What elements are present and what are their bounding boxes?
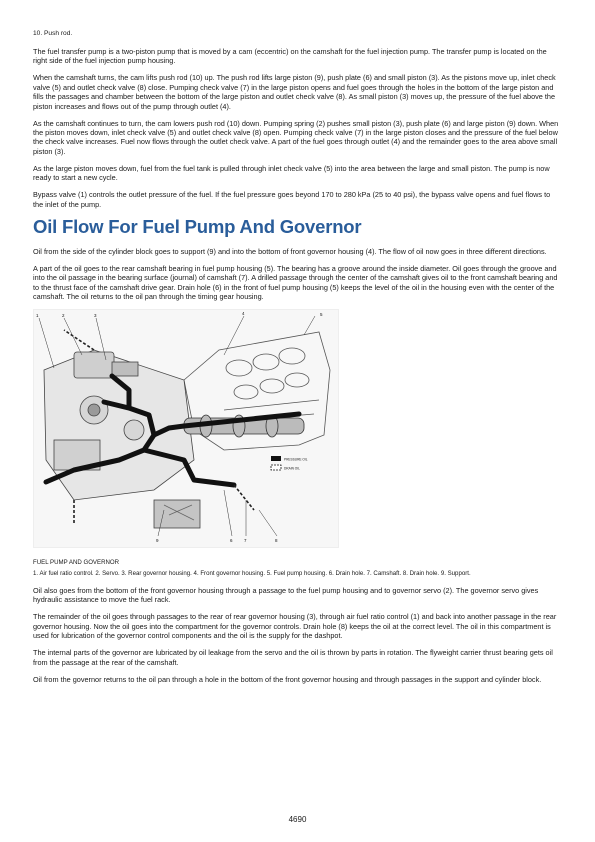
diagram-illustration	[34, 310, 338, 547]
legend-swatch-pressure	[271, 456, 281, 461]
legend-label: DRAIN OIL	[284, 466, 300, 471]
section-heading: Oil Flow For Fuel Pump And Governor	[33, 215, 362, 237]
paragraph: Oil from the governor returns to the oil pan through a hole in the bottom of the front governor housing and through passages in the support and cylinder block.	[33, 674, 542, 684]
callout-label: 5	[320, 312, 323, 318]
paragraph: The fuel transfer pump is a two-piston pump that is moved by a cam (eccentric) on the camshaft for the fuel injection pump. The transfer pump is located on the right side of the fuel injection pump housing.	[33, 46, 547, 66]
callout-label: 6	[230, 538, 233, 544]
legend-label: PRESSURE OIL	[284, 457, 308, 462]
fuel-pump-governor-diagram	[33, 309, 339, 548]
paragraph: Bypass valve (1) controls the outlet pressure of the fuel. If the fuel pressure goes beyond 170 to 280 kPa (25 to 40 psi), the bypass valve opens and fuel flows to the inlet of the pump.	[33, 190, 551, 209]
callout-label: 4	[242, 311, 245, 317]
paragraph: Oil also goes from the bottom of the front governor housing through a passage to the fuel pump housing and to governor servo (2). The governor servo gives hydraulic assistance to move the fuel rack.	[33, 585, 539, 605]
figure-caption-title: FUEL PUMP AND GOVERNOR	[33, 559, 120, 567]
callout-label: 8	[275, 538, 278, 544]
paragraph: When the camshaft turns, the cam lifts push rod (10) up. The push rod lifts large piston (9), push plate (6) and small piston (3). As the pistons move up, inlet check valve (5) and outlet check valve (8) close. Pumping check valve (7) in the large piston opens and fuel goes through the holes in the bottom of the large piston and fills the passages and chamber between the bottom of the large piston and outlet check valve (8). As small piston (3) moves up, the pressure of the fuel above the piston increases and flows out of the pump through outlet (4).	[33, 73, 556, 111]
paragraph: The internal parts of the governor are lubricated by oil leakage from the servo and the oil is thrown by parts in rotation. The flyweight carrier thrust bearing gets oil from the passage at the rear of the camshaft.	[33, 648, 553, 667]
callout-label: 2	[62, 313, 65, 319]
callout-label: 1	[36, 313, 39, 319]
previous-figure-caption: 10. Push rod.	[33, 30, 73, 37]
paragraph: As the camshaft continues to turn, the cam lowers push rod (10) down. Pumping spring (2) pushes small piston (3), push plate (6) and large piston (9) down. When the piston moves down, inlet check valve (5) and outlet check valve (8) open. Pumping check valve (7) in the large piston closes and the pressure of the fuel below the check valve increases. Fuel now flows through the outlet check valve. A part of the fuel goes through outlet (4) and the remainder goes to the area above small piston (3).	[33, 118, 559, 156]
paragraph: The remainder of the oil goes through passages to the rear of rear governor housing (3), through air fuel ratio control (1) and back into another passage in the rear governor housing. Now the oil goes into the compartment for the governor controls. Drain hole (8) keeps the oil at the correct level. The oil in this compartment is used for lubrication of the governor control components and the oil is the supply for the dashpot.	[33, 612, 557, 641]
callout-label: 3	[94, 313, 97, 319]
callout-label: 7	[244, 538, 247, 544]
document-page	[33, 30, 561, 692]
paragraph: As the large piston moves down, fuel from the fuel tank is pulled through inlet check valve (5) into the area between the large and small piston. The pump is now ready to start a new cycle.	[33, 163, 550, 183]
figure-caption-text: 1. Air fuel ratio control. 2. Servo. 3. Rear governor housing. 4. Front governor housing. 5. Fuel pump housing. 6. Drain hole. 7. Camshaft. 8. Drain hole. 9. Support.	[33, 569, 471, 577]
callout-label: 9	[156, 538, 159, 544]
paragraph: A part of the oil goes to the rear camshaft bearing in fuel pump housing (5). The bearing has a groove around the inside diameter. Oil goes through the groove and into the oil passage in the bearing surface (journal) of camshaft (7). A drilled passage through the center of the camshaft gives oil to the front camshaft bearing and to the thrust face of the camshaft drive gear. Drain hole (6) in the front of fuel pump housing (5) keeps the level of the oil in the housing even with the center of the camshaft. The oil returns to the oil pan through the timing gear housing.	[33, 263, 558, 302]
page-number: 4690	[288, 815, 307, 824]
paragraph: Oil from the side of the cylinder block goes to support (9) and into the bottom of front governor housing (4). The flow of oil now goes in three different directions.	[33, 246, 547, 256]
legend-swatch-drain	[271, 465, 281, 470]
